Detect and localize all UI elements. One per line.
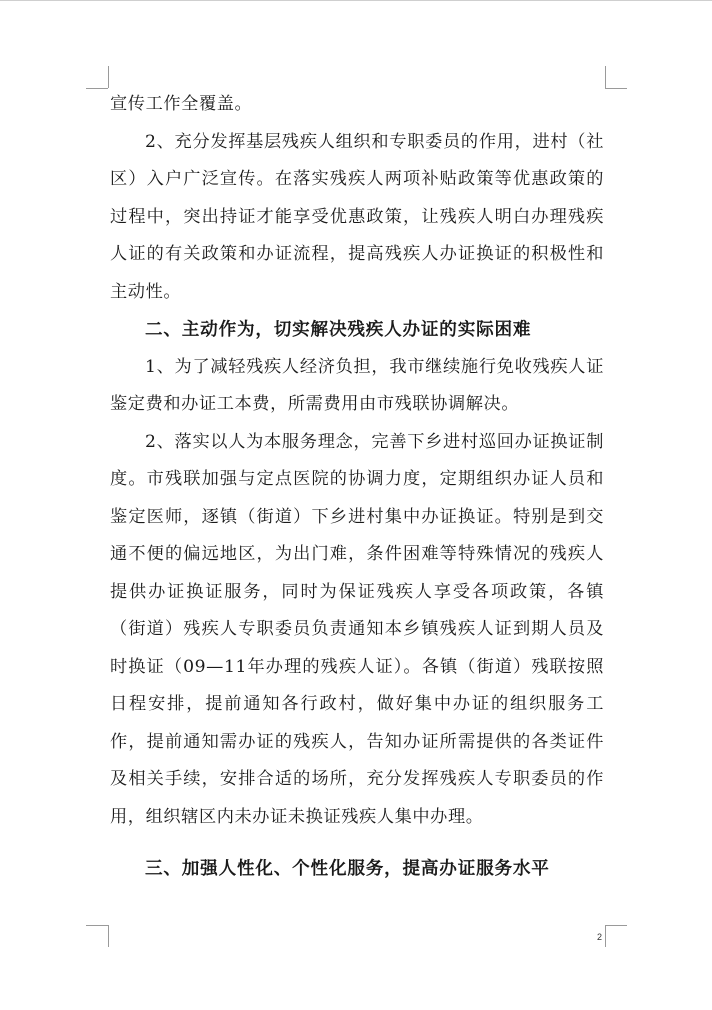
crop-mark-bottom-right-v bbox=[605, 925, 606, 947]
document-body bbox=[110, 86, 604, 888]
page-number: 2 bbox=[597, 932, 603, 942]
crop-mark-bottom-left-v bbox=[108, 925, 109, 947]
section-heading-2: 二、主动作为，切实解决残疾人办证的实际困难 bbox=[145, 319, 532, 340]
crop-mark-top-right-v bbox=[605, 66, 606, 88]
crop-mark-bottom-right-h bbox=[605, 925, 627, 926]
crop-mark-top-left-h bbox=[86, 88, 108, 89]
crop-mark-top-left-v bbox=[108, 66, 109, 88]
page-top-border bbox=[0, 0, 712, 1]
paragraph-fee-waiver: 1、为了减轻残疾人经济负担，我市继续施行免收残疾人证鉴定费和办证工本费，所需费用由市残联协调解决。 bbox=[110, 356, 604, 414]
crop-mark-top-right-h bbox=[605, 88, 627, 89]
crop-mark-bottom-left-h bbox=[86, 925, 108, 926]
paragraph-continuation: 宣传工作全覆盖。 bbox=[110, 94, 253, 114]
section-heading-3: 三、加强人性化、个性化服务，提高办证服务水平 bbox=[145, 858, 550, 879]
paragraph-mobile-service: 2、落实以人为本服务理念，完善下乡进村巡回办证换证制度。市残联加强与定点医院的协调力度，定期组织办证人员和鉴定医师，逐镇（街道）下乡进村集中办证换证。特别是到交通不便的偏远地区，为出门难，条件困难等特殊情况的残疾人提供办证换证服务，同时为保证残疾人享受各项政策，各镇（街道）残疾人专职委员负责通知本乡镇残疾人证到期人员及时换证（09—11年办理的残疾人证）。各镇（街道）残联按照日程安排，提前通知各行政村，做好集中办证的组织服务工作，提前通知需办证的残疾人，告知办证所需提供的各类证件及相关手续，安排合适的场所，充分发挥残疾人专职委员的作用，组织辖区内未办证未换证残疾人集中办理。 bbox=[110, 431, 604, 827]
paragraph-grassroots-publicity: 2、充分发挥基层残疾人组织和专职委员的作用，进村（社区）入户广泛宣传。在落实残疾人两项补贴政策等优惠政策的过程中，突出持证才能享受优惠政策，让残疾人明白办理残疾人证的有关政策和办证流程，提高残疾人办证换证的积极性和主动性。 bbox=[110, 131, 604, 302]
